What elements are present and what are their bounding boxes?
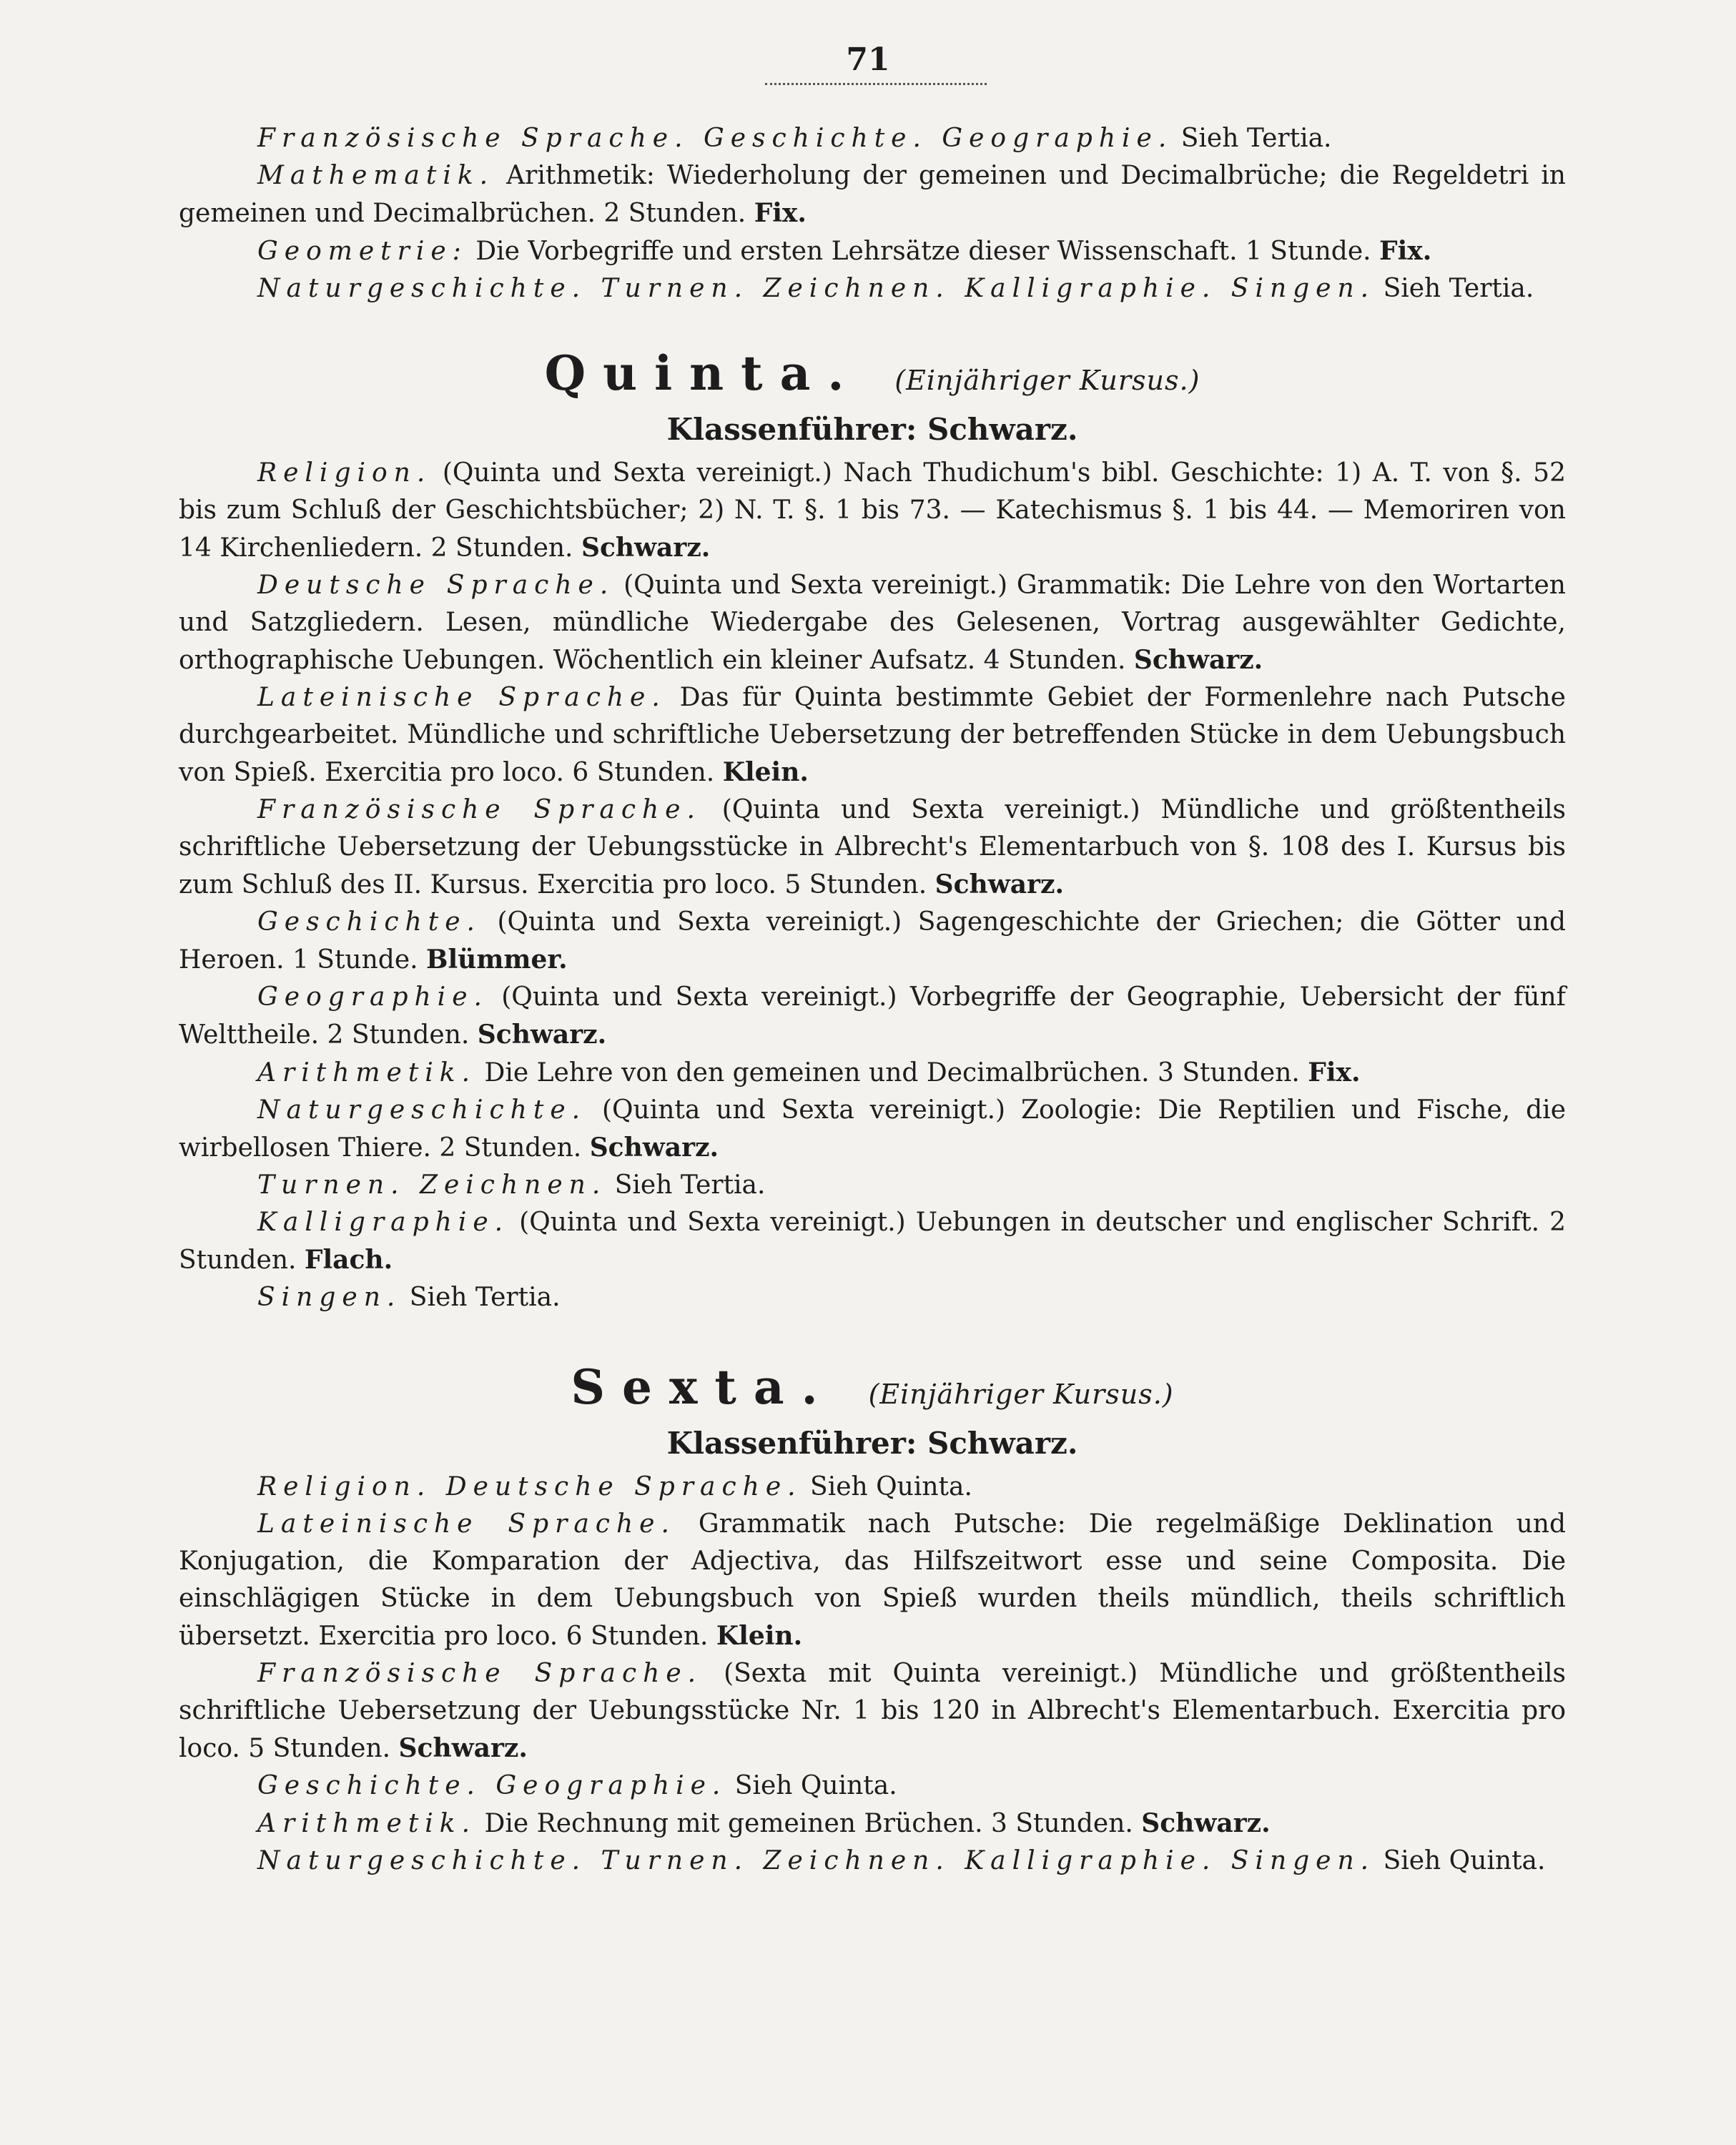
paragraph: Religion. (Quinta und Sexta vereinigt.) Nach Thudichum's bibl. Geschichte: 1) A. T. von §. 52 bis zum Schluß der Geschichtsbücher; 2) N. T. §. 1 bis 73. — Katechismus §. 1 bis 44. — Memoriren von 14 Kirchenliedern. 2 Stunden. Schwarz. xyxy=(179,458,1566,563)
paragraph: Deutsche Sprache. (Quinta und Sexta vereinigt.) Grammatik: Die Lehre von den Wortarten und Satzgliedern. Lesen, mündliche Wiedergabe des Gelesenen, Vortrag ausgewählter Gedichte, orthographische Uebungen. Wöchentlich ein kleiner Aufsatz. 4 Stunden. Schwarz. xyxy=(179,571,1566,675)
paragraph: Naturgeschichte. Turnen. Zeichnen. Kalligraphie. Singen. Sieh Tertia. xyxy=(257,274,1534,303)
intro-section xyxy=(179,120,1566,307)
teacher-name: Schwarz. xyxy=(398,1733,528,1763)
paragraph: Arithmetik. Die Rechnung mit gemeinen Brüchen. 3 Stunden. Schwarz. xyxy=(257,1808,1271,1838)
paragraph: Mathematik. Arithmetik: Wiederholung der gemeinen und Decimalbrüche; die Regeldetri in gemeinen und Decimalbrüchen. 2 Stunden. Fix. xyxy=(179,161,1566,228)
class-leader: Klassenführer: Schwarz. xyxy=(666,1426,1078,1461)
class-leader: Klassenführer: Schwarz. xyxy=(666,412,1078,447)
sexta-section xyxy=(179,1358,1566,1880)
paragraph: Geometrie: Die Vorbegriffe und ersten Lehrsätze dieser Wissenschaft. 1 Stunde. Fix. xyxy=(257,236,1432,266)
teacher-name: Klein. xyxy=(722,757,809,787)
teacher-name: Schwarz. xyxy=(589,1133,719,1163)
paragraph: Arithmetik. Die Lehre von den gemeinen und Decimalbrüchen. 3 Stunden. Fix. xyxy=(257,1057,1361,1088)
teacher-name: Schwarz. xyxy=(1133,645,1263,675)
paragraph: Turnen. Zeichnen. Sieh Tertia. xyxy=(257,1170,766,1200)
teacher-name: Fix. xyxy=(1308,1057,1361,1088)
section-heading: Sexta. (Einjähriger Kursus.) xyxy=(571,1359,1174,1415)
paragraph: Geschichte. Geographie. Sieh Quinta. xyxy=(257,1771,897,1800)
section-heading: Quinta. (Einjähriger Kursus.) xyxy=(544,345,1200,401)
teacher-name: Schwarz. xyxy=(581,533,711,563)
teacher-name: Fix. xyxy=(754,198,807,228)
paragraph: Singen. Sieh Tertia. xyxy=(257,1283,561,1312)
paragraph: Geographie. (Quinta und Sexta vereinigt.) Vorbegriffe der Geographie, Uebersicht der fünf Welttheile. 2 Stunden. Schwarz. xyxy=(179,982,1566,1050)
paragraph: Lateinische Sprache. Grammatik nach Putsche: Die regelmäßige Deklination und Konjugation, die Komparation der Adjectiva, das Hilfszeitwort esse und seine Composita. Die einschlägigen Stücke in dem Uebungsbuch von Spieß wurden theils mündlich, theils schriftlich übersetzt. Exercitia pro loco. 6 Stunden. Klein. xyxy=(179,1509,1566,1651)
teacher-name: Klein. xyxy=(716,1621,803,1651)
teacher-name: Flach. xyxy=(304,1245,393,1275)
paragraph: Französische Sprache. Geschichte. Geographie. Sieh Tertia. xyxy=(257,124,1332,153)
paragraph: Lateinische Sprache. Das für Quinta bestimmte Gebiet der Formenlehre nach Putsche durchgearbeitet. Mündliche und schriftliche Uebersetzung der betreffenden Stücke in dem Uebungsbuch von Spieß. Exercitia pro loco. 6 Stunden. Klein. xyxy=(179,683,1566,787)
teacher-name: Fix. xyxy=(1379,236,1432,266)
page-number: 71 xyxy=(846,41,890,78)
teacher-name: Schwarz. xyxy=(934,869,1064,899)
paragraph: Naturgeschichte. (Quinta und Sexta vereinigt.) Zoologie: Die Reptilien und Fische, die wirbellosen Thiere. 2 Stunden. Schwarz. xyxy=(179,1095,1566,1163)
decorative-rule xyxy=(765,83,987,89)
paragraph: Geschichte. (Quinta und Sexta vereinigt.) Sagengeschichte der Griechen; die Götter und Heroen. 1 Stunde. Blümmer. xyxy=(179,907,1566,975)
paragraph: Französische Sprache. (Quinta und Sexta vereinigt.) Mündliche und größtentheils schriftliche Uebersetzung der Uebungsstücke in Albrecht's Elementarbuch von §. 108 des I. Kursus bis zum Schluß des II. Kursus. Exercitia pro loco. 5 Stunden. Schwarz. xyxy=(179,795,1566,899)
paragraph: Naturgeschichte. Turnen. Zeichnen. Kalligraphie. Singen. Sieh Quinta. xyxy=(257,1846,1546,1875)
quinta-section xyxy=(179,345,1566,1316)
teacher-name: Schwarz. xyxy=(1141,1808,1271,1838)
teacher-name: Blümmer. xyxy=(426,945,568,975)
paragraph: Kalligraphie. (Quinta und Sexta vereinigt.) Uebungen in deutscher und englischer Schrift. 2 Stunden. Flach. xyxy=(179,1208,1566,1275)
paragraph: Französische Sprache. (Sexta mit Quinta vereinigt.) Mündliche und größtentheils schriftliche Uebersetzung der Uebungsstücke Nr. 1 bis 120 in Albrecht's Elementarbuch. Exercitia pro loco. 5 Stunden. Schwarz. xyxy=(179,1659,1566,1763)
paragraph: Religion. Deutsche Sprache. Sieh Quinta. xyxy=(257,1472,972,1502)
teacher-name: Schwarz. xyxy=(477,1020,607,1050)
